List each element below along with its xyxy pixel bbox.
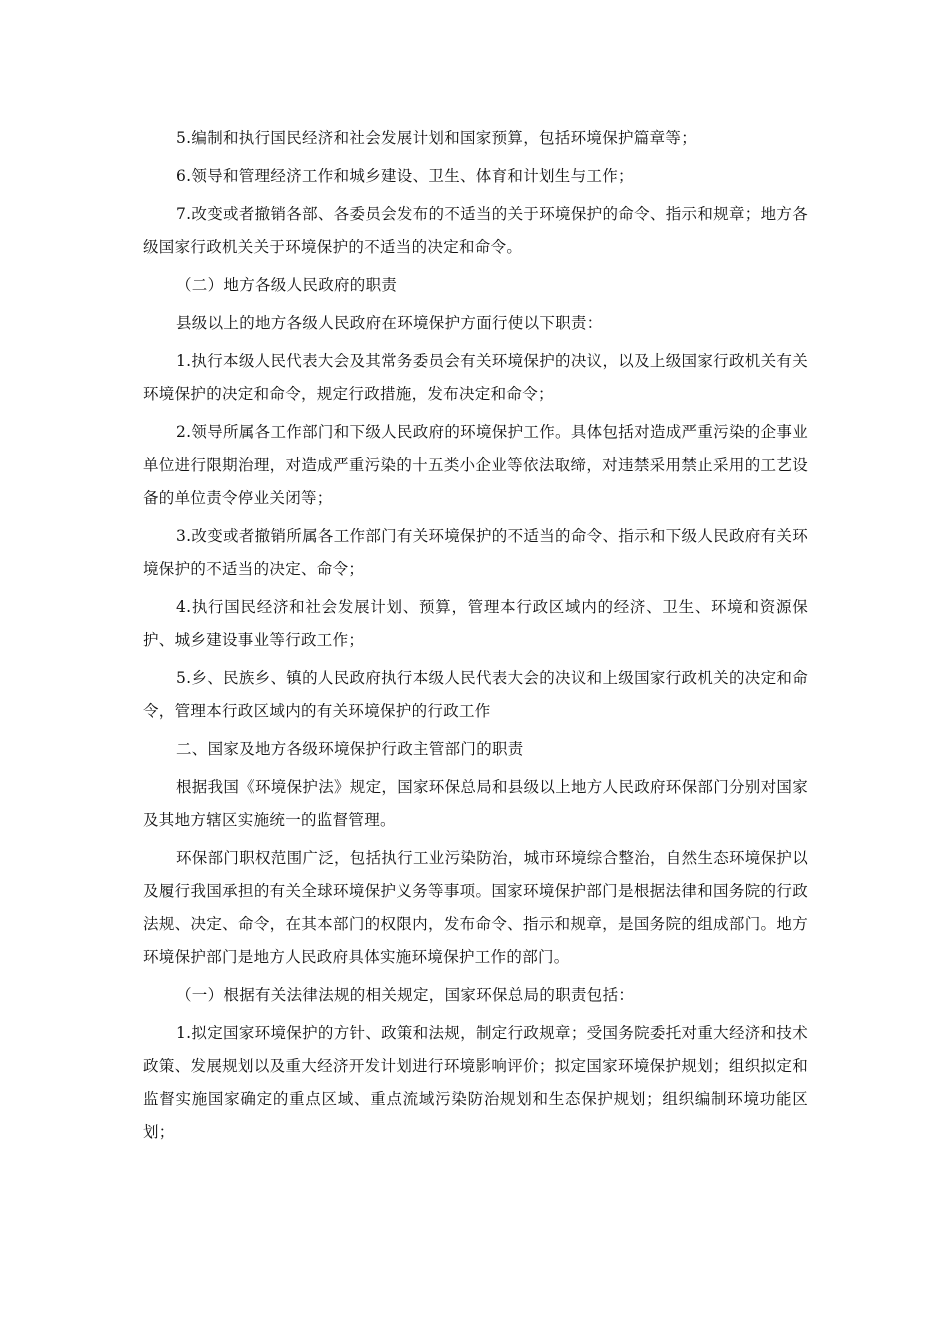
paragraph-item-1: 1.执行本级人民代表大会及其常务委员会有关环境保护的决议，以及上级国家行政机关有关环境保护的决定和命令，规定行政措施，发布决定和命令； [143, 352, 808, 403]
paragraph-item-5b: 5.乡、民族乡、镇的人民政府执行本级人民代表大会的决议和上级国家行政机关的决定和命令，管理本行政区域内的有关环境保护的行政工作 [143, 669, 808, 720]
document-body [143, 122, 808, 1154]
paragraph-item-5: 5.编制和执行国民经济和社会发展计划和国家预算，包括环境保护篇章等； [176, 129, 697, 147]
paragraph-intro: 县级以上的地方各级人民政府在环境保护方面行使以下职责： [176, 314, 603, 332]
paragraph-item-7: 7.改变或者撤销各部、各委员会发布的不适当的关于环境保护的命令、指示和规章；地方各级国家行政机关关于环境保护的不适当的决定和命令。 [143, 205, 808, 256]
paragraph-item-6: 6.领导和管理经济工作和城乡建设、卫生、体育和计划生与工作； [176, 167, 634, 185]
paragraph-scope: 环保部门职权范围广泛，包括执行工业污染防治，城市环境综合整治，自然生态环境保护以及履行我国承担的有关全球环境保护义务等事项。国家环境保护部门是根据法律和国务院的行政法规、决定、命令，在其本部门的权限内，发布命令、指示和规章，是国务院的组成部门。地方环境保护部门是地方人民政府具体实施环境保护工作的部门。 [143, 849, 809, 966]
section-heading-national-epa: （一）根据有关法律法规的相关规定，国家环保总局的职责包括： [176, 986, 635, 1004]
paragraph-item-4: 4.执行国民经济和社会发展计划、预算，管理本行政区域内的经济、卫生、环境和资源保护、城乡建设事业等行政工作； [143, 598, 808, 649]
section-heading-local-government: （二）地方各级人民政府的职责 [176, 276, 398, 294]
paragraph-item-2: 2.领导所属各工作部门和下级人民政府的环境保护工作。具体包括对造成严重污染的企事业单位进行限期治理，对造成严重污染的十五类小企业等依法取缔，对违禁采用禁止采用的工艺设备的单位责令停业关闭等； [143, 423, 808, 507]
paragraph-national-item-1: 1.拟定国家环境保护的方针、政策和法规，制定行政规章；受国务院委托对重大经济和技术政策、发展规划以及重大经济开发计划进行环境影响评价；拟定国家环境保护规划；组织拟定和监督实施国家确定的重点区域、重点流域污染防治规划和生态保护规划；组织编制环境功能区划； [143, 1024, 808, 1141]
section-heading-epa-duties: 二、国家及地方各级环境保护行政主管部门的职责 [176, 740, 524, 758]
paragraph-law-basis: 根据我国《环境保护法》规定，国家环保总局和县级以上地方人民政府环保部门分别对国家及其地方辖区实施统一的监督管理。 [143, 778, 809, 829]
paragraph-item-3: 3.改变或者撤销所属各工作部门有关环境保护的不适当的命令、指示和下级人民政府有关环境保护的不适当的决定、命令； [143, 527, 808, 578]
